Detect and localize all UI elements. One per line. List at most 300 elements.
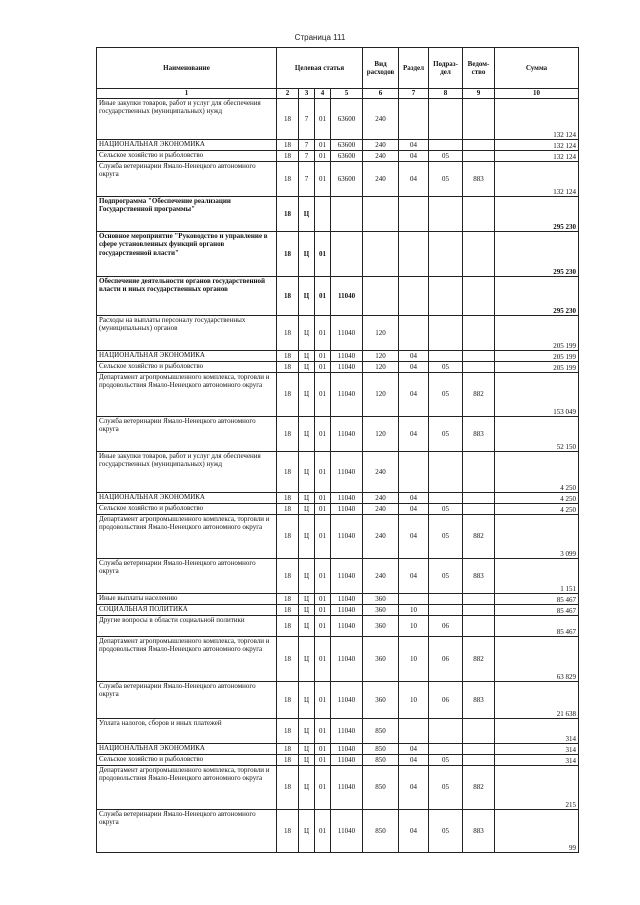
table-row xyxy=(97,140,579,151)
sum-cell: 314 xyxy=(495,755,579,766)
name-cell: Сельское хозяйство и рыболовство xyxy=(97,151,277,162)
expense-type-cell: 240 xyxy=(363,452,399,493)
table-row xyxy=(97,151,579,162)
name-cell: Иные выплаты населению xyxy=(97,594,277,605)
budget-table xyxy=(96,47,579,853)
code-program-cell: 18 xyxy=(277,452,299,493)
subsection-cell: 05 xyxy=(429,362,463,373)
sum-cell: 4 250 xyxy=(495,493,579,504)
code-subprogram-cell: Ц xyxy=(299,559,315,594)
table-row xyxy=(97,744,579,755)
section-cell: 04 xyxy=(399,417,429,452)
section-cell xyxy=(399,232,429,277)
expense-type-cell: 240 xyxy=(363,493,399,504)
code-program-cell: 18 xyxy=(277,362,299,373)
header-expense-type: Вид расходов xyxy=(363,48,399,89)
code-program-cell: 18 xyxy=(277,316,299,351)
code-direction-cell: 11040 xyxy=(331,744,363,755)
code-subprogram-cell: Ц xyxy=(299,755,315,766)
code-event-cell: 01 xyxy=(315,99,331,140)
table-row xyxy=(97,766,579,810)
code-event-cell: 01 xyxy=(315,452,331,493)
expense-type-cell: 120 xyxy=(363,351,399,362)
table-row xyxy=(97,682,579,719)
code-direction-cell: 11040 xyxy=(331,316,363,351)
table-row xyxy=(97,504,579,515)
code-subprogram-cell: Ц xyxy=(299,682,315,719)
name-cell: НАЦИОНАЛЬНАЯ ЭКОНОМИКА xyxy=(97,140,277,151)
col-number: 6 xyxy=(363,89,399,99)
code-direction-cell: 11040 xyxy=(331,719,363,744)
table-row xyxy=(97,719,579,744)
code-subprogram-cell: Ц xyxy=(299,232,315,277)
sum-cell: 85 467 xyxy=(495,616,579,637)
table-row xyxy=(97,810,579,853)
section-cell: 04 xyxy=(399,559,429,594)
code-subprogram-cell: 7 xyxy=(299,151,315,162)
section-cell: 04 xyxy=(399,744,429,755)
name-cell: Подпрограмма "Обеспечение реализации Государственной программы" xyxy=(97,197,277,232)
sum-cell: 99 xyxy=(495,810,579,853)
code-direction-cell: 11040 xyxy=(331,504,363,515)
subsection-cell xyxy=(429,232,463,277)
code-event-cell: 01 xyxy=(315,766,331,810)
sum-cell: 295 230 xyxy=(495,277,579,316)
section-cell: 04 xyxy=(399,504,429,515)
code-subprogram-cell: 7 xyxy=(299,162,315,197)
department-cell xyxy=(463,504,495,515)
code-program-cell: 18 xyxy=(277,755,299,766)
code-event-cell: 01 xyxy=(315,316,331,351)
sum-cell: 3 099 xyxy=(495,515,579,559)
subsection-cell xyxy=(429,719,463,744)
code-direction-cell: 11040 xyxy=(331,559,363,594)
code-subprogram-cell: Ц xyxy=(299,744,315,755)
code-event-cell: 01 xyxy=(315,493,331,504)
table-row xyxy=(97,637,579,682)
code-direction-cell: 11040 xyxy=(331,362,363,373)
department-cell xyxy=(463,151,495,162)
subsection-cell: 05 xyxy=(429,755,463,766)
col-number: 1 xyxy=(97,89,277,99)
department-cell xyxy=(463,616,495,637)
department-cell: 882 xyxy=(463,373,495,417)
table-row xyxy=(97,277,579,316)
department-cell xyxy=(463,277,495,316)
subsection-cell xyxy=(429,744,463,755)
code-event-cell: 01 xyxy=(315,515,331,559)
sum-cell: 153 049 xyxy=(495,373,579,417)
code-event-cell: 01 xyxy=(315,559,331,594)
name-cell: Уплата налогов, сборов и иных платежей xyxy=(97,719,277,744)
table-row xyxy=(97,559,579,594)
sum-cell: 314 xyxy=(495,744,579,755)
subsection-cell xyxy=(429,493,463,504)
subsection-cell: 06 xyxy=(429,616,463,637)
sum-cell: 205 199 xyxy=(495,362,579,373)
expense-type-cell: 360 xyxy=(363,594,399,605)
code-program-cell: 18 xyxy=(277,766,299,810)
code-program-cell: 18 xyxy=(277,637,299,682)
section-cell xyxy=(399,594,429,605)
code-direction-cell: 11040 xyxy=(331,351,363,362)
sum-cell: 1 151 xyxy=(495,559,579,594)
section-cell xyxy=(399,316,429,351)
code-subprogram-cell: Ц xyxy=(299,810,315,853)
section-cell: 04 xyxy=(399,766,429,810)
expense-type-cell: 850 xyxy=(363,719,399,744)
code-subprogram-cell: Ц xyxy=(299,351,315,362)
col-number: 10 xyxy=(495,89,579,99)
code-program-cell: 18 xyxy=(277,162,299,197)
code-direction-cell: 11040 xyxy=(331,637,363,682)
code-event-cell xyxy=(315,197,331,232)
expense-type-cell: 360 xyxy=(363,616,399,637)
department-cell: 883 xyxy=(463,162,495,197)
code-event-cell: 01 xyxy=(315,362,331,373)
department-cell xyxy=(463,719,495,744)
table-row xyxy=(97,373,579,417)
table-row xyxy=(97,362,579,373)
section-cell: 10 xyxy=(399,616,429,637)
code-event-cell: 01 xyxy=(315,810,331,853)
code-direction-cell: 63600 xyxy=(331,162,363,197)
code-program-cell: 18 xyxy=(277,197,299,232)
subsection-cell xyxy=(429,99,463,140)
sum-cell: 205 199 xyxy=(495,351,579,362)
code-direction-cell xyxy=(331,232,363,277)
name-cell: Служба ветеринарии Ямало-Ненецкого автономного округа xyxy=(97,162,277,197)
code-direction-cell: 11040 xyxy=(331,616,363,637)
code-subprogram-cell: Ц xyxy=(299,362,315,373)
department-cell xyxy=(463,362,495,373)
department-cell xyxy=(463,197,495,232)
code-direction-cell: 11040 xyxy=(331,605,363,616)
code-direction-cell: 11040 xyxy=(331,766,363,810)
page-number-label: Страница 111 xyxy=(294,33,346,42)
section-cell: 04 xyxy=(399,162,429,197)
name-cell: НАЦИОНАЛЬНАЯ ЭКОНОМИКА xyxy=(97,351,277,362)
department-cell xyxy=(463,232,495,277)
section-cell xyxy=(399,277,429,316)
name-cell: НАЦИОНАЛЬНАЯ ЭКОНОМИКА xyxy=(97,493,277,504)
col-number: 2 xyxy=(277,89,299,99)
name-cell: Сельское хозяйство и рыболовство xyxy=(97,362,277,373)
sum-cell: 4 250 xyxy=(495,504,579,515)
header-subsection: Подраз-дел xyxy=(429,48,463,89)
sum-cell: 295 230 xyxy=(495,232,579,277)
department-cell xyxy=(463,452,495,493)
code-event-cell: 01 xyxy=(315,605,331,616)
table-row xyxy=(97,316,579,351)
col-number: 5 xyxy=(331,89,363,99)
table-row xyxy=(97,452,579,493)
subsection-cell xyxy=(429,316,463,351)
code-subprogram-cell: Ц xyxy=(299,452,315,493)
department-cell xyxy=(463,316,495,351)
code-subprogram-cell: Ц xyxy=(299,515,315,559)
department-cell: 883 xyxy=(463,559,495,594)
code-subprogram-cell: Ц xyxy=(299,316,315,351)
code-direction-cell: 11040 xyxy=(331,493,363,504)
sum-cell: 52 150 xyxy=(495,417,579,452)
expense-type-cell: 360 xyxy=(363,637,399,682)
sum-cell: 21 638 xyxy=(495,682,579,719)
expense-type-cell: 360 xyxy=(363,605,399,616)
department-cell xyxy=(463,140,495,151)
subsection-cell: 06 xyxy=(429,637,463,682)
code-program-cell: 18 xyxy=(277,151,299,162)
expense-type-cell xyxy=(363,197,399,232)
subsection-cell xyxy=(429,140,463,151)
table-header-row xyxy=(97,48,579,89)
expense-type-cell xyxy=(363,277,399,316)
code-subprogram-cell: Ц xyxy=(299,605,315,616)
code-subprogram-cell: 7 xyxy=(299,140,315,151)
section-cell: 10 xyxy=(399,637,429,682)
department-cell: 883 xyxy=(463,810,495,853)
table-row xyxy=(97,755,579,766)
name-cell: НАЦИОНАЛЬНАЯ ЭКОНОМИКА xyxy=(97,744,277,755)
table-row xyxy=(97,417,579,452)
table-row xyxy=(97,197,579,232)
code-program-cell: 18 xyxy=(277,232,299,277)
expense-type-cell: 360 xyxy=(363,682,399,719)
sum-cell: 132 124 xyxy=(495,99,579,140)
col-number: 3 xyxy=(299,89,315,99)
subsection-cell: 05 xyxy=(429,504,463,515)
department-cell: 882 xyxy=(463,515,495,559)
code-event-cell: 01 xyxy=(315,755,331,766)
sum-cell: 85 467 xyxy=(495,605,579,616)
section-cell: 04 xyxy=(399,362,429,373)
subsection-cell: 05 xyxy=(429,151,463,162)
department-cell xyxy=(463,99,495,140)
expense-type-cell xyxy=(363,232,399,277)
code-direction-cell xyxy=(331,197,363,232)
department-cell xyxy=(463,351,495,362)
table-row xyxy=(97,605,579,616)
sum-cell: 132 124 xyxy=(495,151,579,162)
code-subprogram-cell: Ц xyxy=(299,493,315,504)
name-cell: Служба ветеринарии Ямало-Ненецкого автономного округа xyxy=(97,810,277,853)
code-program-cell: 18 xyxy=(277,744,299,755)
subsection-cell: 05 xyxy=(429,373,463,417)
code-event-cell: 01 xyxy=(315,162,331,197)
code-program-cell: 18 xyxy=(277,515,299,559)
department-cell: 883 xyxy=(463,417,495,452)
code-subprogram-cell: Ц xyxy=(299,766,315,810)
sum-cell: 314 xyxy=(495,719,579,744)
name-cell: Иные закупки товаров, работ и услуг для обеспечения государственных (муниципальных) нужд xyxy=(97,99,277,140)
code-program-cell: 18 xyxy=(277,605,299,616)
department-cell xyxy=(463,755,495,766)
code-program-cell: 18 xyxy=(277,810,299,853)
sum-cell: 132 124 xyxy=(495,162,579,197)
section-cell: 04 xyxy=(399,373,429,417)
expense-type-cell: 850 xyxy=(363,755,399,766)
section-cell: 04 xyxy=(399,515,429,559)
subsection-cell: 05 xyxy=(429,417,463,452)
sum-cell: 63 829 xyxy=(495,637,579,682)
subsection-cell xyxy=(429,594,463,605)
name-cell: Сельское хозяйство и рыболовство xyxy=(97,504,277,515)
expense-type-cell: 240 xyxy=(363,504,399,515)
code-subprogram-cell: Ц xyxy=(299,504,315,515)
code-event-cell: 01 xyxy=(315,504,331,515)
code-event-cell: 01 xyxy=(315,719,331,744)
sum-cell: 295 230 xyxy=(495,197,579,232)
code-direction-cell: 11040 xyxy=(331,417,363,452)
code-subprogram-cell: Ц xyxy=(299,637,315,682)
code-program-cell: 18 xyxy=(277,594,299,605)
section-cell xyxy=(399,719,429,744)
code-event-cell: 01 xyxy=(315,277,331,316)
code-event-cell: 01 xyxy=(315,151,331,162)
table-row xyxy=(97,99,579,140)
sum-cell: 132 124 xyxy=(495,140,579,151)
table-row xyxy=(97,232,579,277)
col-number: 4 xyxy=(315,89,331,99)
code-event-cell: 01 xyxy=(315,232,331,277)
name-cell: Служба ветеринарии Ямало-Ненецкого автономного округа xyxy=(97,559,277,594)
code-subprogram-cell: 7 xyxy=(299,99,315,140)
code-direction-cell: 11040 xyxy=(331,277,363,316)
name-cell: Служба ветеринарии Ямало-Ненецкого автономного округа xyxy=(97,417,277,452)
code-direction-cell: 11040 xyxy=(331,755,363,766)
name-cell: Другие вопросы в области социальной политики xyxy=(97,616,277,637)
table-row xyxy=(97,351,579,362)
code-program-cell: 18 xyxy=(277,559,299,594)
name-cell: Иные закупки товаров, работ и услуг для обеспечения государственных (муниципальных) нужд xyxy=(97,452,277,493)
code-program-cell: 18 xyxy=(277,277,299,316)
section-cell xyxy=(399,197,429,232)
code-direction-cell: 11040 xyxy=(331,594,363,605)
name-cell: Департамент агропромышленного комплекса, торговли и продовольствия Ямало-Ненецкого автономного округа xyxy=(97,766,277,810)
department-cell: 882 xyxy=(463,766,495,810)
expense-type-cell: 850 xyxy=(363,766,399,810)
department-cell xyxy=(463,744,495,755)
header-department: Ведом-ство xyxy=(463,48,495,89)
code-direction-cell: 11040 xyxy=(331,373,363,417)
subsection-cell: 05 xyxy=(429,766,463,810)
section-cell xyxy=(399,99,429,140)
section-cell: 04 xyxy=(399,493,429,504)
name-cell: Расходы на выплаты персоналу государственных (муниципальных) органов xyxy=(97,316,277,351)
expense-type-cell: 850 xyxy=(363,810,399,853)
name-cell: Департамент агропромышленного комплекса, торговли и продовольствия Ямало-Ненецкого автономного округа xyxy=(97,373,277,417)
section-cell xyxy=(399,452,429,493)
table-body xyxy=(97,99,579,853)
code-event-cell: 01 xyxy=(315,417,331,452)
code-subprogram-cell: Ц xyxy=(299,719,315,744)
code-event-cell: 01 xyxy=(315,373,331,417)
expense-type-cell: 120 xyxy=(363,373,399,417)
table-row xyxy=(97,493,579,504)
table-row xyxy=(97,515,579,559)
section-cell: 04 xyxy=(399,151,429,162)
subsection-cell: 05 xyxy=(429,162,463,197)
table-row xyxy=(97,594,579,605)
department-cell xyxy=(463,605,495,616)
expense-type-cell: 850 xyxy=(363,744,399,755)
table-row xyxy=(97,162,579,197)
code-subprogram-cell: Ц xyxy=(299,594,315,605)
sum-cell: 85 467 xyxy=(495,594,579,605)
code-program-cell: 18 xyxy=(277,140,299,151)
subsection-cell: 05 xyxy=(429,810,463,853)
code-program-cell: 18 xyxy=(277,493,299,504)
code-event-cell: 01 xyxy=(315,594,331,605)
code-event-cell: 01 xyxy=(315,682,331,719)
expense-type-cell: 120 xyxy=(363,316,399,351)
sum-cell: 205 199 xyxy=(495,316,579,351)
code-direction-cell: 11040 xyxy=(331,452,363,493)
code-program-cell: 18 xyxy=(277,616,299,637)
code-direction-cell: 11040 xyxy=(331,810,363,853)
column-number-row xyxy=(97,89,579,99)
sum-cell: 215 xyxy=(495,766,579,810)
subsection-cell xyxy=(429,277,463,316)
col-number: 8 xyxy=(429,89,463,99)
expense-type-cell: 120 xyxy=(363,417,399,452)
subsection-cell: 05 xyxy=(429,515,463,559)
code-program-cell: 18 xyxy=(277,719,299,744)
code-event-cell: 01 xyxy=(315,616,331,637)
code-subprogram-cell: Ц xyxy=(299,277,315,316)
expense-type-cell: 240 xyxy=(363,559,399,594)
subsection-cell xyxy=(429,452,463,493)
header-target-article: Целевая статья xyxy=(277,48,363,89)
code-program-cell: 18 xyxy=(277,351,299,362)
code-direction-cell: 63600 xyxy=(331,99,363,140)
table-row xyxy=(97,616,579,637)
code-program-cell: 18 xyxy=(277,682,299,719)
code-event-cell: 01 xyxy=(315,744,331,755)
name-cell: Обеспечение деятельности органов государственной власти и иных государственных органов xyxy=(97,277,277,316)
code-subprogram-cell: Ц xyxy=(299,373,315,417)
sum-cell: 4 250 xyxy=(495,452,579,493)
section-cell: 04 xyxy=(399,140,429,151)
section-cell: 04 xyxy=(399,755,429,766)
department-cell xyxy=(463,594,495,605)
subsection-cell xyxy=(429,351,463,362)
name-cell: Основное мероприятие "Руководство и управление в сфере установленных функций органов государственной власти" xyxy=(97,232,277,277)
name-cell: Служба ветеринарии Ямало-Ненецкого автономного округа xyxy=(97,682,277,719)
subsection-cell xyxy=(429,605,463,616)
name-cell: Департамент агропромышленного комплекса, торговли и продовольствия Ямало-Ненецкого автономного округа xyxy=(97,515,277,559)
code-program-cell: 18 xyxy=(277,373,299,417)
name-cell: СОЦИАЛЬНАЯ ПОЛИТИКА xyxy=(97,605,277,616)
code-subprogram-cell: Ц xyxy=(299,197,315,232)
name-cell: Департамент агропромышленного комплекса, торговли и продовольствия Ямало-Ненецкого автономного округа xyxy=(97,637,277,682)
code-program-cell: 18 xyxy=(277,504,299,515)
department-cell: 882 xyxy=(463,637,495,682)
header-name: Наименование xyxy=(97,48,277,89)
expense-type-cell: 240 xyxy=(363,140,399,151)
expense-type-cell: 240 xyxy=(363,99,399,140)
code-subprogram-cell: Ц xyxy=(299,616,315,637)
code-program-cell: 18 xyxy=(277,99,299,140)
expense-type-cell: 240 xyxy=(363,162,399,197)
subsection-cell: 06 xyxy=(429,682,463,719)
code-subprogram-cell: Ц xyxy=(299,417,315,452)
department-cell xyxy=(463,493,495,504)
section-cell: 04 xyxy=(399,810,429,853)
subsection-cell xyxy=(429,197,463,232)
section-cell: 04 xyxy=(399,351,429,362)
code-direction-cell: 11040 xyxy=(331,515,363,559)
